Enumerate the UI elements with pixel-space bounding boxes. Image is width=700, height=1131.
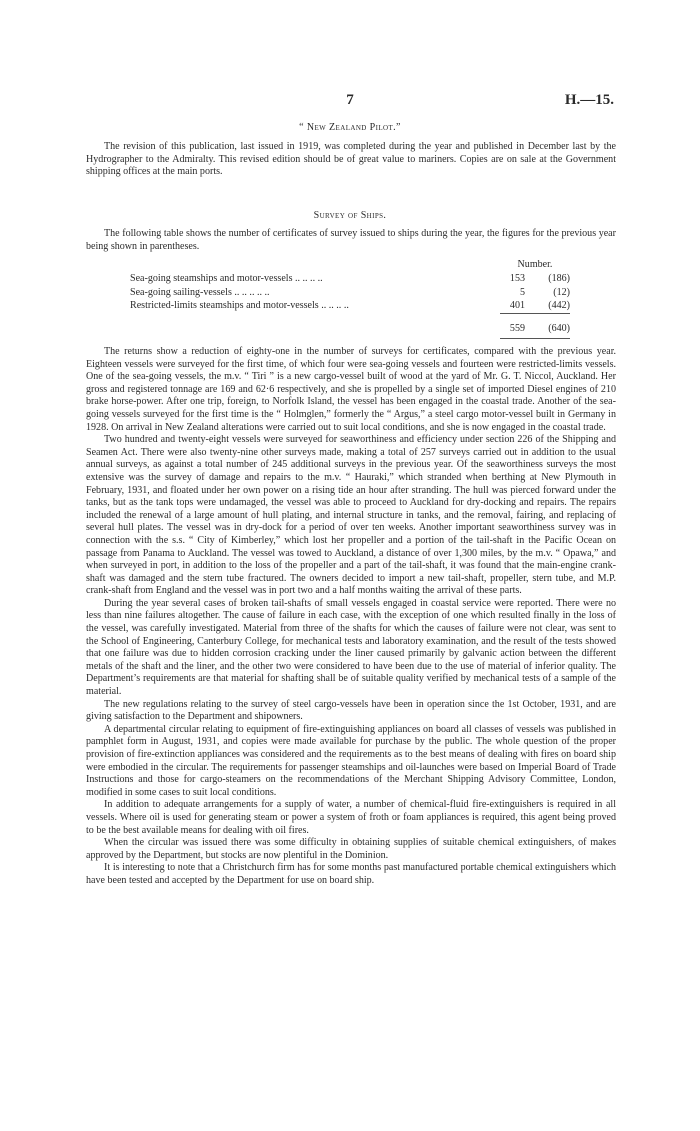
row-previous-value: (442): [548, 300, 570, 312]
paragraph-fire-circular: A departmental circular relating to equipment of fire-extinguishing appliances on board all classes of vessels was published in pamphlet form in August, 1931, and copies were made available for purchase by the public. The whole question of the proper provision of fire-extinction appliances was considered and the requirements as to the best means of dealing with fires on board ship were embodied in the circular. The requirements for passenger steamships and oil-launches were based on Imperial Board of Trade Instructions and those for cargo-steamers on the recommendations of the Merchant Shipping Advisory Committee, London, modified in some cases to suit local conditions.: [86, 723, 616, 798]
row-value: 5: [519, 286, 525, 298]
section-title-survey: Survey of Ships.: [313, 210, 387, 221]
table-row: [130, 272, 570, 286]
page-header: [86, 92, 614, 114]
survey-intro: [86, 228, 616, 253]
table-header: [130, 258, 570, 272]
total-value: 559: [509, 323, 525, 335]
row-value: 153: [509, 273, 525, 284]
table-total-rule: [500, 313, 570, 314]
row-previous-value: (12): [553, 286, 570, 298]
column-header-number: Number.: [517, 259, 553, 270]
pilot-paragraph: The revision of this publication, last issued in 1919, was completed during the year and published in December last by the Hydrographer to the Admiralty. This revised edition should be of great value to mariners. Copies are on sale at the Government shipping offices at the main ports.: [86, 141, 616, 178]
paragraph-christchurch-firm: It is interesting to note that a Christchurch firm has for some months past manufactured portable chemical extinguishers which have been tested and accepted by the Department for use on board ship.: [86, 862, 616, 886]
total-previous-value: (640): [548, 323, 570, 335]
row-value: 401: [509, 300, 525, 312]
paragraph-seaworthiness: Two hundred and twenty-eight vessels were surveyed for seaworthiness and efficiency under section 226 of the Shipping and Seamen Act. There were also twenty-nine other surveys made, making a total of 257 surveys carried out in addition to the usual annual surveys, as against a total number of 245 additional surveys in the previous year. Of the seaworthiness surveys the most extensive was the survey of damage and repairs to the m.v. “ Hauraki,” which stranded when berthing at New Plymouth in February, 1931, and floated under her own power on a rising tide an hour after stranding. The hull was pierced forward under the tanks, but as the tank tops were undamaged, the vessel was able to proceed to Auckland for dry-docking and repairs. The repairs included the renewal of a large amount of hull plating, and internal structure in tanks, and the removal, fairing, and replacing of several hull plates. The vessel was in dry-dock for a period of over ten weeks. Another important seaworthiness survey was in connection with the s.s. “ City of Kimberley,” which lost her propeller and a portion of the tail-shaft in the Pacific Ocean on passage from Panama to Auckland. The vessel was towed to Auckland, a distance of over 1,300 miles, by the m.v. “ Opawa,” and when surveyed in port, in addition to the loss of the propeller and a part of the tail-shaft, it was found that the main-engine crank-shaft was damaged and the stern tube fractured. The owners decided to import a new tail-shaft, propeller, stern tube, and M.P. crank-shaft from England and the vessel was in port two and a half months waiting the arrival of these parts.: [86, 434, 616, 597]
certificates-table: [130, 258, 570, 336]
paragraph-regulations: The new regulations relating to the survey of steel cargo-vessels have been in operation since the 1st October, 1931, and are giving satisfaction to the Department and shipowners.: [86, 698, 616, 723]
pilot-section-body: [86, 141, 616, 179]
paragraph-extinguisher-supply: When the circular was issued there was some difficulty in obtaining supplies of suitable chemical extinguishers, of makes approved by the Department, but stocks are now plentiful in the Dominion.: [86, 837, 616, 861]
survey-body: [86, 346, 616, 888]
paragraph-water-supply: In addition to adequate arrangements for a supply of water, a number of chemical-fluid fire-extinguishers is required in all vessels. Where oil is used for generating steam or power a system of froth or foam appliances is required, this agent being proved to be the best available means for dealing with oil fires.: [86, 799, 616, 836]
row-label: Sea-going steamships and motor-vessels .. .. .. ..: [130, 273, 323, 284]
paragraph-returns: The returns show a reduction of eighty-one in the number of surveys for certificates, compared with the previous year. Eighteen vessels were surveyed for the first time, of which four were sea-going vessels and fourteen were restricted-limits vessels. One of the sea-going vessels, the m.v. “ Tiri ” is a new cargo-vessel built of wood at the yard of Mr. G. T. Niccol, Auckland. Her gross and registered tonnage are 169 and 62·6 respectively, and she is propelled by a single set of imported Diesel engines of 210 brake horse-power. After one trip, foreign, to Norfolk Island, the vessel has been engaged in the coastal trade. Another of the sea-going vessels surveyed for the first time is the “ Holmglen,” formerly the “ Argus,” a steel cargo motor-vessel built in Germany in 1928. On arrival in New Zealand alterations were carried out to suit local conditions, and she is now engaged in the coastal trade.: [86, 346, 616, 433]
table-row: [130, 286, 570, 300]
survey-intro-paragraph: The following table shows the number of certificates of survey issued to ships during the year, the figures for the previous year being shown in parentheses.: [86, 228, 616, 252]
table-total-row: [130, 322, 570, 336]
row-label: Sea-going sailing-vessels .. .. .. .. ..: [130, 286, 270, 298]
paragraph-tail-shafts: During the year several cases of broken tail-shafts of small vessels engaged in coastal service were reported. There were no less than nine failures altogether. The cause of failure in each case, with the exception of one which resulted finally in the loss of the vessel, was carefully investigated. Material from three of the shafts for which the causes of failure were not clear, was sent to the School of Engineering, Canterbury College, for mechanical tests and laboratory examination, and the result of the tests showed that one failure was due to hidden corrosion cracking under the liner caused primarily by galvanic action between the different metals of the shaft and the liner, and the other two were considered to have been due to the use of material of inferior quality. The Department’s requirements are that material for shafting shall be of suitable quality verified by mechanical tests of a sample of the material.: [86, 597, 616, 698]
row-previous-value: (186): [548, 273, 570, 284]
table-bottom-rule: [500, 338, 570, 339]
section-title-pilot: “ New Zealand Pilot.”: [299, 122, 401, 133]
document-reference: H.—15.: [564, 92, 614, 108]
row-label: Restricted-limits steamships and motor-vessels .. .. .. ..: [130, 300, 349, 312]
table-row: [130, 299, 570, 313]
page-number: 7: [346, 92, 354, 108]
